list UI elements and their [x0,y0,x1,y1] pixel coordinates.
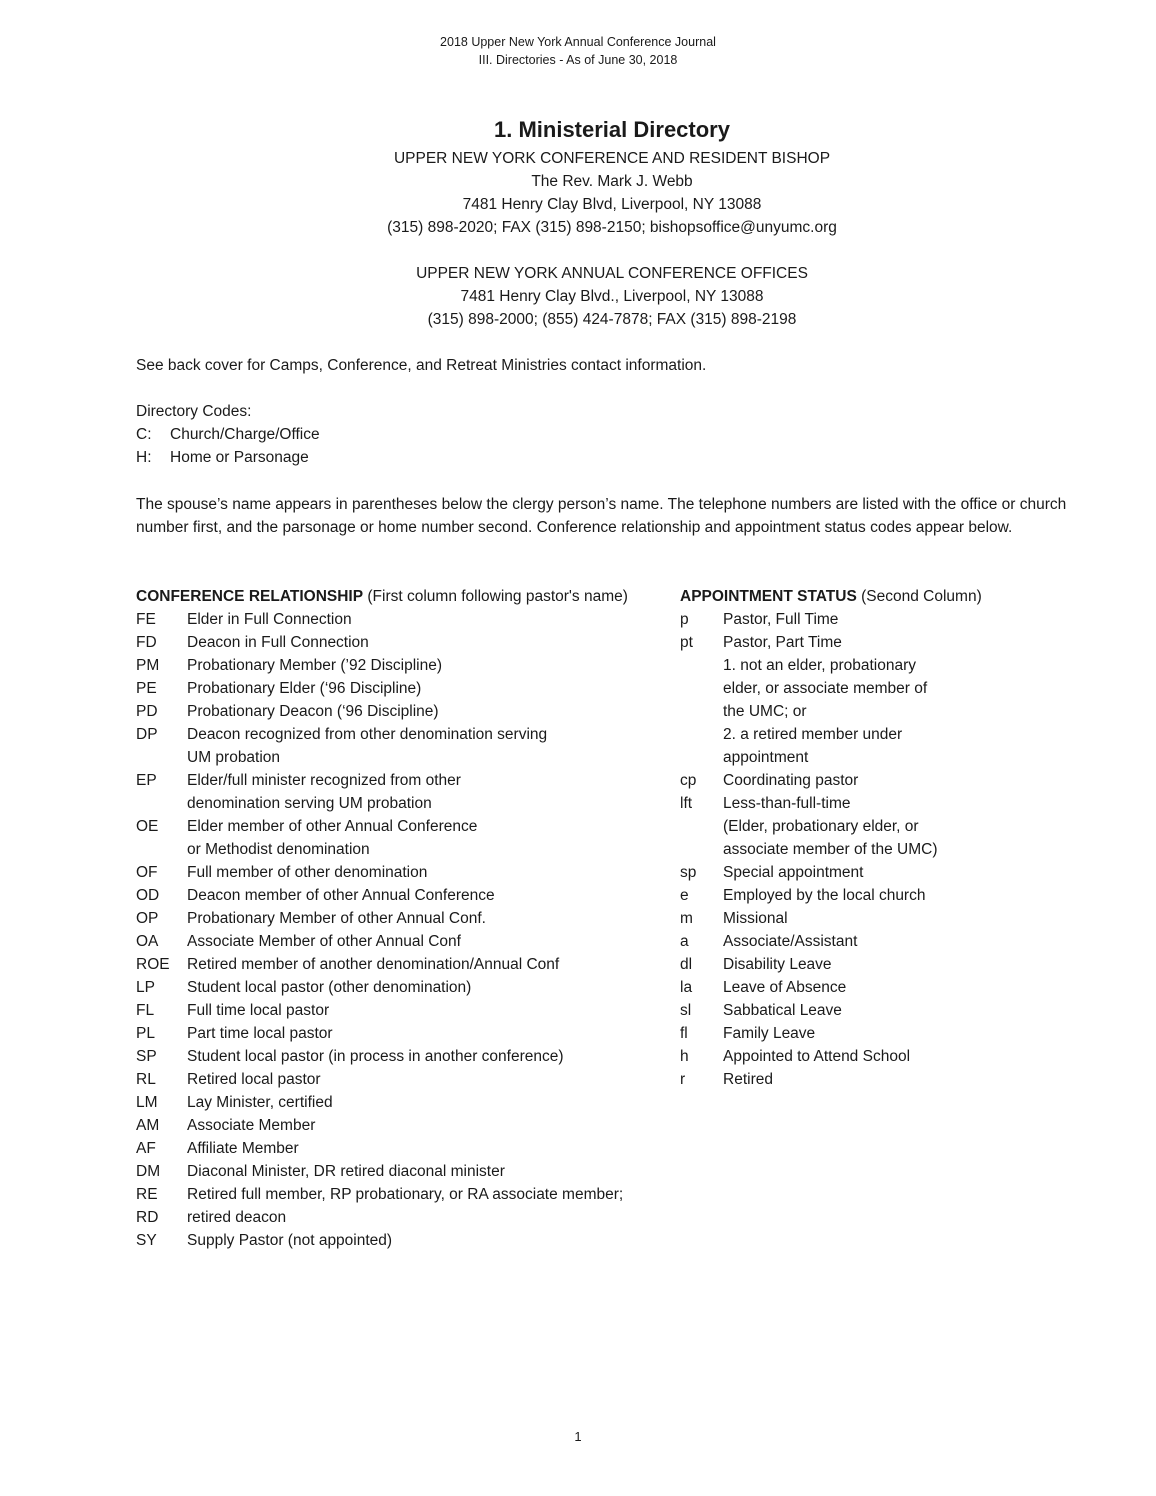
legend-code: la [680,979,693,996]
legend-code: RL [136,1071,156,1088]
legend-description [187,1160,676,1183]
legend-description-line: Deacon member of other Annual Conference [187,887,495,904]
see-back-note: See back cover for Camps, Conference, and Retreat Ministries contact information. [136,357,707,374]
legend-entry [680,907,1060,930]
legend-entry [680,792,1060,861]
legend-description [187,1206,676,1229]
legend-entry [136,976,676,999]
legend-code: SY [136,1232,157,1249]
legend-description-line: Retired full member, RP probationary, or RA associate member; [187,1186,624,1203]
legend-description-line: (Elder, probationary elder, or [723,818,919,835]
legend-code: r [680,1071,686,1088]
legend-entry [136,1229,676,1252]
legend-description [187,930,676,953]
legend-description-line: Probationary Deacon (‘96 Discipline) [187,703,439,720]
legend-description-line: Pastor, Part Time [723,634,842,651]
legend-entry [136,1068,676,1091]
legend-description-line: Supply Pastor (not appointed) [187,1232,393,1249]
legend-code: ROE [136,956,170,973]
legend-description-line: retired deacon [187,1209,287,1226]
legend-description [187,1091,676,1114]
legend-description-line: associate member of the UMC) [723,841,938,858]
legend-entry [136,953,676,976]
bishop-contact-block [0,147,1156,239]
legend-code: DP [136,726,158,743]
appointment-status-heading-bold: APPOINTMENT STATUS [680,588,857,605]
legend-entry [136,930,676,953]
legend-entry [136,907,676,930]
legend-entry [136,1160,676,1183]
legend-description [187,700,676,723]
conference-relationship-legend [136,585,676,1252]
legend-code: sp [680,864,697,881]
legend-entry [136,1091,676,1114]
legend-description-line: Sabbatical Leave [723,1002,842,1019]
legend-code: pt [680,634,693,651]
legend-description-line: Associate Member [187,1117,316,1134]
directory-code-row [136,446,1106,469]
legend-description-line: Associate/Assistant [723,933,858,950]
legend-description [187,1114,676,1137]
legend-entry [136,884,676,907]
legend-entry [136,1114,676,1137]
legend-description-line: Leave of Absence [723,979,847,996]
legend-description [723,608,1060,631]
legend-description [187,884,676,907]
legend-description-line: Lay Minister, certified [187,1094,333,1111]
legend-description [187,677,676,700]
legend-code: LP [136,979,155,996]
legend-code: OD [136,887,160,904]
directory-code-desc: Church/Charge/Office [170,426,320,443]
legend-description-line: Diaconal Minister, DR retired diaconal minister [187,1163,505,1180]
legend-description-line: Retired local pastor [187,1071,321,1088]
legend-code: sl [680,1002,692,1019]
legend-description [187,1045,676,1068]
legend-description [723,1022,1060,1045]
legend-code: RD [136,1209,159,1226]
legend-entry [136,1022,676,1045]
legend-description [723,1045,1060,1068]
legend-entry [136,608,676,631]
legend-code: PE [136,680,157,697]
legend-description [187,907,676,930]
legend-entry [136,1137,676,1160]
legend-description-line: 1. not an elder, probationary [723,657,917,674]
legend-description-line: elder, or associate member of [723,680,928,697]
legend-entry [136,769,676,815]
legend-code: h [680,1048,689,1065]
legend-description-line: Full member of other denomination [187,864,428,881]
legend-description-line: Associate Member of other Annual Conf [187,933,461,950]
legend-description [187,976,676,999]
legend-entry [136,677,676,700]
legend-description-line: or Methodist denomination [187,841,370,858]
legend-description [187,953,676,976]
directory-codes [136,400,1106,469]
legend-description-line: Family Leave [723,1025,816,1042]
offices-contact-block [0,262,1156,331]
legend-description-line: Elder member of other Annual Conference [187,818,478,835]
bishop-name: The Rev. Mark J. Webb [531,173,693,190]
legend-code: OE [136,818,159,835]
legend-code: SP [136,1048,157,1065]
legend-description [723,930,1060,953]
directory-code-desc: Home or Parsonage [170,449,309,466]
offices-address: 7481 Henry Clay Blvd., Liverpool, NY 13088 [460,288,764,305]
page-number: 1 [574,1429,582,1444]
legend-entry [680,953,1060,976]
page-title: 1. Ministerial Directory [494,117,730,142]
legend-description-line: Probationary Elder (‘96 Discipline) [187,680,422,697]
legend-description-line: Disability Leave [723,956,832,973]
legend-code: PL [136,1025,155,1042]
legend-description-line: Appointed to Attend School [723,1048,911,1065]
legend-description-line: appointment [723,749,809,766]
spouse-note: The spouse’s name appears in parentheses below the clergy person’s name. The telephone numbers are listed with the office or church number first, and the parsonage or home number second. Conference relationship and appointment status codes appear below. [136,496,1067,536]
legend-description-line: Missional [723,910,788,927]
legend-description-line: Deacon in Full Connection [187,634,369,651]
legend-description [723,792,1060,861]
legend-entry [136,631,676,654]
legend-code: e [680,887,689,904]
legend-description-line: Pastor, Full Time [723,611,839,628]
conference-relationship-heading [136,585,676,608]
legend-code: OF [136,864,158,881]
legend-description-line: Retired member of another denomination/Annual Conf [187,956,560,973]
legend-code: PM [136,657,160,674]
legend-code: FD [136,634,157,651]
legend-description [723,769,1060,792]
legend-code: lft [680,795,693,812]
legend-code: EP [136,772,157,789]
legend-entry [680,884,1060,907]
appointment-status-list [680,608,1060,1091]
legend-description [723,907,1060,930]
directory-codes-heading: Directory Codes: [136,403,252,420]
legend-code: cp [680,772,697,789]
legend-description-line: Elder in Full Connection [187,611,352,628]
legend-description-line: Deacon recognized from other denomination serving [187,726,548,743]
legend-description-line: Probationary Member of other Annual Conf. [187,910,486,927]
legend-description-line: Special appointment [723,864,864,881]
directory-code: H: [136,449,152,466]
legend-description-line: 2. a retired member under [723,726,903,743]
legend-entry [680,1068,1060,1091]
legend-description [187,654,676,677]
legend-code: dl [680,956,693,973]
legend-code: fl [680,1025,688,1042]
legend-description [187,1022,676,1045]
legend-description [723,1068,1060,1091]
legend-code: m [680,910,693,927]
legend-description [187,999,676,1022]
header-section-date: III. Directories - As of June 30, 2018 [478,53,678,67]
legend-code: FE [136,611,156,628]
legend-description [187,1068,676,1091]
legend-code: OP [136,910,159,927]
legend-description-line: denomination serving UM probation [187,795,432,812]
legend-entry [680,1045,1060,1068]
legend-entry [680,608,1060,631]
legend-description [723,884,1060,907]
legend-description-line: Student local pastor (other denomination) [187,979,472,996]
legend-entry [136,723,676,769]
legend-description-line: Part time local pastor [187,1025,333,1042]
legend-description [723,999,1060,1022]
legend-code: FL [136,1002,155,1019]
legend-description-line: Affiliate Member [187,1140,299,1157]
legend-entry [136,700,676,723]
appointment-status-legend [680,585,1060,1091]
legend-code: RE [136,1186,158,1203]
conference-relationship-heading-note: (First column following pastor's name) [363,588,628,605]
legend-description [187,1183,676,1206]
bishop-contact: (315) 898-2020; FAX (315) 898-2150; bishopsoffice@unyumc.org [387,219,837,236]
legend-description-line: Coordinating pastor [723,772,859,789]
legend-description [723,631,1060,769]
legend-code: PD [136,703,158,720]
bishop-address: 7481 Henry Clay Blvd, Liverpool, NY 13088 [462,196,762,213]
legend-description-line: Probationary Member (’92 Discipline) [187,657,442,674]
legend-entry [680,976,1060,999]
legend-entry [680,930,1060,953]
legend-code: OA [136,933,159,950]
appointment-status-heading-note: (Second Column) [856,588,982,605]
legend-description [187,631,676,654]
legend-entry [680,1022,1060,1045]
legend-description [187,608,676,631]
legend-description-line: Elder/full minister recognized from other [187,772,461,789]
legend-entry [680,999,1060,1022]
directory-code: C: [136,426,152,443]
legend-description [187,723,676,769]
offices-heading: UPPER NEW YORK ANNUAL CONFERENCE OFFICES [416,265,808,282]
legend-description [723,861,1060,884]
legend-description [187,861,676,884]
running-header [0,33,1156,69]
legend-description [187,815,676,861]
legend-code: AF [136,1140,156,1157]
legend-description [723,953,1060,976]
legend-description-line: the UMC; or [723,703,807,720]
header-journal-title: 2018 Upper New York Annual Conference Journal [440,35,716,49]
conference-relationship-list [136,608,676,1252]
legend-entry [680,861,1060,884]
legend-entry [136,999,676,1022]
legend-code: a [680,933,689,950]
legend-code: AM [136,1117,160,1134]
legend-entry [680,631,1060,769]
legend-description-line: Full time local pastor [187,1002,330,1019]
legend-entry [136,654,676,677]
legend-entry [136,1206,676,1229]
legend-description-line: Retired [723,1071,773,1088]
legend-code: DM [136,1163,161,1180]
legend-description-line: Employed by the local church [723,887,926,904]
directory-code-row [136,423,1106,446]
conference-relationship-heading-bold: CONFERENCE RELATIONSHIP [136,588,364,605]
legend-description [723,976,1060,999]
offices-contact: (315) 898-2000; (855) 424-7878; FAX (315) 898-2198 [427,311,797,328]
legend-description [187,1229,676,1252]
legend-entry [136,861,676,884]
bishop-heading: UPPER NEW YORK CONFERENCE AND RESIDENT BISHOP [393,150,831,167]
legend-entry [136,1183,676,1206]
legend-entry [680,769,1060,792]
appointment-status-heading [680,585,1060,608]
legend-description-line: UM probation [187,749,281,766]
legend-description [187,1137,676,1160]
legend-code: p [680,611,689,628]
legend-description [187,769,676,815]
legend-entry [136,815,676,861]
legend-description-line: Less-than-full-time [723,795,851,812]
legend-entry [136,1045,676,1068]
legend-code: LM [136,1094,158,1111]
legend-description-line: Student local pastor (in process in another conference) [187,1048,564,1065]
